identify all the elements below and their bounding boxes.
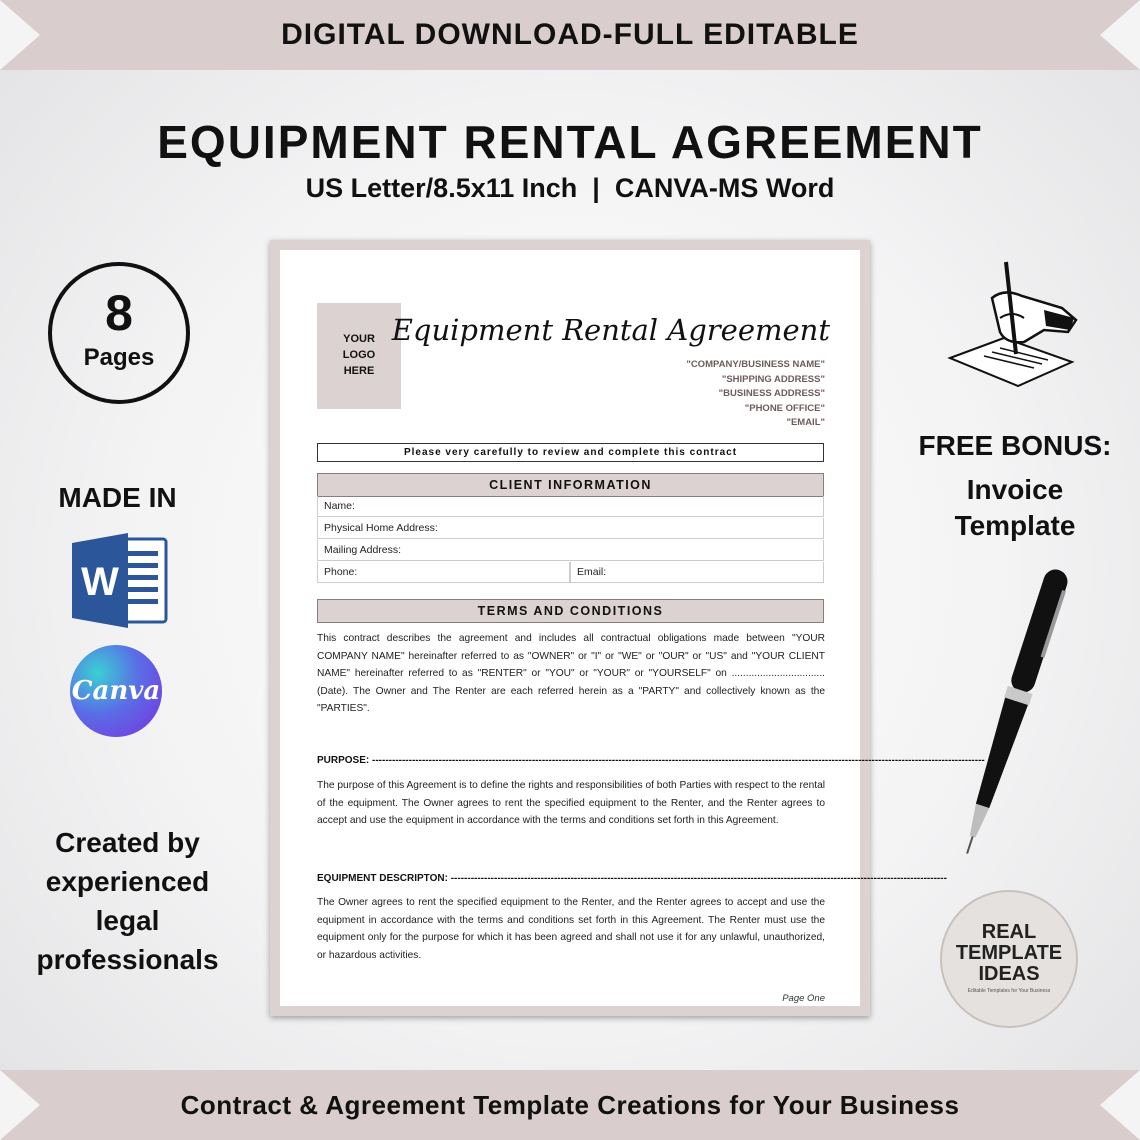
address-line: "SHIPPING ADDRESS" (721, 373, 825, 385)
terms-paragraph: This contract describes the agreement and includes all contractual obligations made between "YOUR COMPANY NAME" hereinafter referred to as "OWNER" or "I" or "WE" or "OUR" or "US" and "YOUR CLIENT NAME" hereinafter referred to as "RENTER" or "YOU" or "YOUR" or "YOURSELF" on ................................. (Date). The Owner and The Renter are each referred herein as a "PARTY" and collectively known as the "PARTIES". (317, 633, 825, 715)
address-line: "COMPANY/BUSINESS NAME" (686, 359, 825, 370)
pages-badge (48, 262, 190, 404)
phone-field[interactable]: Phone: (317, 562, 570, 583)
script-title-text: Equipment Rental Agreement (391, 313, 830, 347)
brand-tagline: Editable Templates for Your Business (967, 988, 1051, 994)
logo-placeholder-text: YOUR LOGO HERE (342, 333, 376, 377)
document-script-title (391, 295, 835, 365)
email-field[interactable]: Email: (570, 562, 824, 583)
bonus-subtitle: Invoice Template (954, 474, 1076, 541)
terms-header: TERMS AND CONDITIONS (317, 599, 824, 623)
address-line: "BUSINESS ADDRESS" (718, 388, 825, 400)
client-info-header: CLIENT INFORMATION (317, 473, 824, 497)
pen-icon (945, 560, 1075, 870)
equipment-label: EQUIPMENT DESCRIPTON: ----------------------------------------------------------------------------------------------------------------------------------------------------- (317, 873, 947, 884)
svg-text:W: W (81, 560, 119, 604)
logo-placeholder (317, 303, 401, 409)
purpose-label: PURPOSE: ---------------------------------------------------------------------------------------------------------------------------------------------------------------------------------------- (317, 755, 985, 766)
address-line: "EMAIL" (786, 417, 825, 429)
company-address-block (686, 358, 825, 431)
address-line: "PHONE OFFICE" (744, 402, 825, 414)
product-subtitle: US Letter/8.5x11 Inch | CANVA-MS Word (305, 173, 835, 203)
document-preview (270, 240, 985, 1016)
bottom-banner-text: Contract & Agreement Template Creations for Your Business (180, 1090, 960, 1120)
word-icon (70, 533, 170, 628)
pages-count: 8 (105, 285, 133, 341)
product-title: EQUIPMENT RENTAL AGREEMENT (157, 116, 983, 168)
purpose-paragraph: The purpose of this Agreement is to define the rights and responsibilities of both Parties with respect to the rental of the equipment. The Owner agrees to rent the specified equipment to the Renter, and the Renter agrees to accept and use the equipment in accordance with the terms and conditions set forth in this Agreement. (317, 780, 825, 827)
brand-badge (940, 890, 1078, 1028)
brand-name: REAL TEMPLATE IDEAS (955, 921, 1063, 985)
mailing-address-field[interactable]: Mailing Address: (317, 540, 824, 561)
pages-label: Pages (83, 344, 155, 371)
made-in-label: MADE IN (58, 482, 177, 513)
hand-writing-icon (944, 258, 1084, 388)
page-number: Page One (782, 993, 825, 1004)
canva-logo-icon: Canva (70, 645, 162, 737)
created-by-text: Created by experienced legal professionals (36, 827, 219, 975)
bonus-title: FREE BONUS: (918, 430, 1112, 461)
document-page (280, 250, 985, 1006)
name-field[interactable]: Name: (317, 496, 824, 517)
top-banner-text: DIGITAL DOWNLOAD-FULL EDITABLE (281, 18, 859, 51)
physical-address-field[interactable]: Physical Home Address: (317, 518, 824, 539)
bottom-banner (0, 1070, 1140, 1140)
equipment-paragraph: The Owner agrees to rent the specified equipment to the Renter, and the Renter agrees to accept and use the equipment in accordance with the terms and conditions set forth in this Agreement. The Renter must use the equipment only for the purpose for which it has been agreed and shall not use it for any unlawful, unauthorized, or hazardous activities. (317, 897, 825, 961)
top-banner (0, 0, 1140, 70)
review-notice: Please very carefully to review and complete this contract (317, 443, 824, 462)
